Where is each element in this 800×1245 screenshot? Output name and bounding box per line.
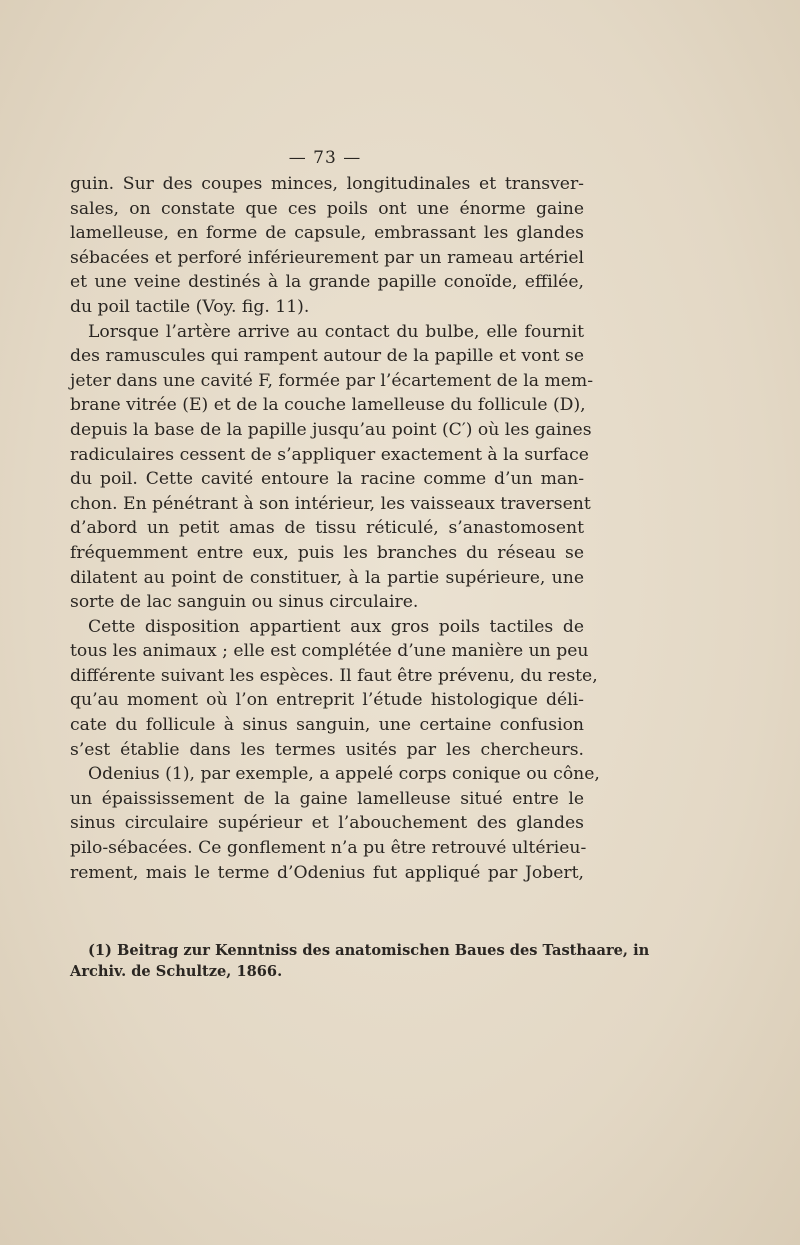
text-line: d’abord un petit amas de tissu réticulé, s’anastomosent — [70, 518, 584, 539]
text-line: lamelleuse, en forme de capsule, embrassant les glandes — [70, 223, 584, 244]
text-line: et une veine destinés à la grande papille conoïde, effilée, — [70, 272, 584, 293]
page-number: — 73 — — [288, 148, 362, 168]
text-line: jeter dans une cavité F, formée par l’écartement de la mem- — [70, 370, 594, 391]
footnote-line: Archiv. de Schultze, 1866. — [70, 963, 283, 980]
text-line: des ramuscules qui rampent autour de la papille et vont se — [70, 346, 584, 367]
text-line: fréquemment entre eux, puis les branches du réseau se — [70, 542, 584, 563]
text-line: s’est établie dans les termes usités par les chercheurs. — [70, 739, 584, 760]
footnote — [70, 940, 650, 982]
text-line: dilatent au point de constituer, à la partie supérieure, une — [70, 567, 584, 588]
text-line: Lorsque l’artère arrive au contact du bulbe, elle fournit — [88, 321, 584, 342]
text-line: du poil. Cette cavité entoure la racine comme d’un man- — [70, 469, 584, 490]
text-line: radiculaires cessent de s’appliquer exactement à la surface — [70, 444, 589, 465]
text-line: tous les animaux ; elle est complétée d’une manière un peu — [70, 641, 589, 662]
text-line: cate du follicule à sinus sanguin, une certaine confusion — [70, 715, 584, 736]
text-line: sorte de lac sanguin ou sinus circulaire. — [70, 592, 419, 613]
text-line: rement, mais le terme d’Odenius fut appliqué par Jobert, — [70, 862, 584, 883]
text-line: chon. En pénétrant à son intérieur, les vaisseaux traversent — [70, 493, 591, 514]
text-line: pilo-sébacées. Ce gonflement n’a pu être retrouvé ultérieu- — [70, 838, 587, 859]
footnote-line: (1) Beitrag zur Kenntniss des anatomischen Baues des Tasthaare, in — [88, 942, 650, 959]
body-text — [70, 172, 600, 885]
text-line: Odenius (1), par exemple, a appelé corps conique ou cône, — [88, 764, 600, 785]
text-line: brane vitrée (E) et de la couche lamelleuse du follicule (D), — [70, 395, 586, 416]
text-line: qu’au moment où l’on entreprit l’étude histologique déli- — [70, 690, 584, 711]
text-line: Cette disposition appartient aux gros poils tactiles de — [88, 616, 584, 637]
text-line: depuis la base de la papille jusqu’au point (C′) où les gaines — [70, 419, 592, 440]
text-line: du poil tactile (Voy. fig. 11). — [70, 296, 310, 317]
text-line: sinus circulaire supérieur et l’abouchement des glandes — [70, 813, 584, 834]
text-line: différente suivant les espèces. Il faut être prévenu, du reste, — [70, 665, 598, 686]
text-line: un épaississement de la gaine lamelleuse situé entre le — [70, 788, 584, 809]
text-line: guin. Sur des coupes minces, longitudinales et transver- — [70, 174, 584, 194]
text-line: sébacées et perforé inférieurement par un rameau artériel — [70, 247, 584, 268]
text-line: sales, on constate que ces poils ont une énorme gaine — [70, 198, 584, 219]
